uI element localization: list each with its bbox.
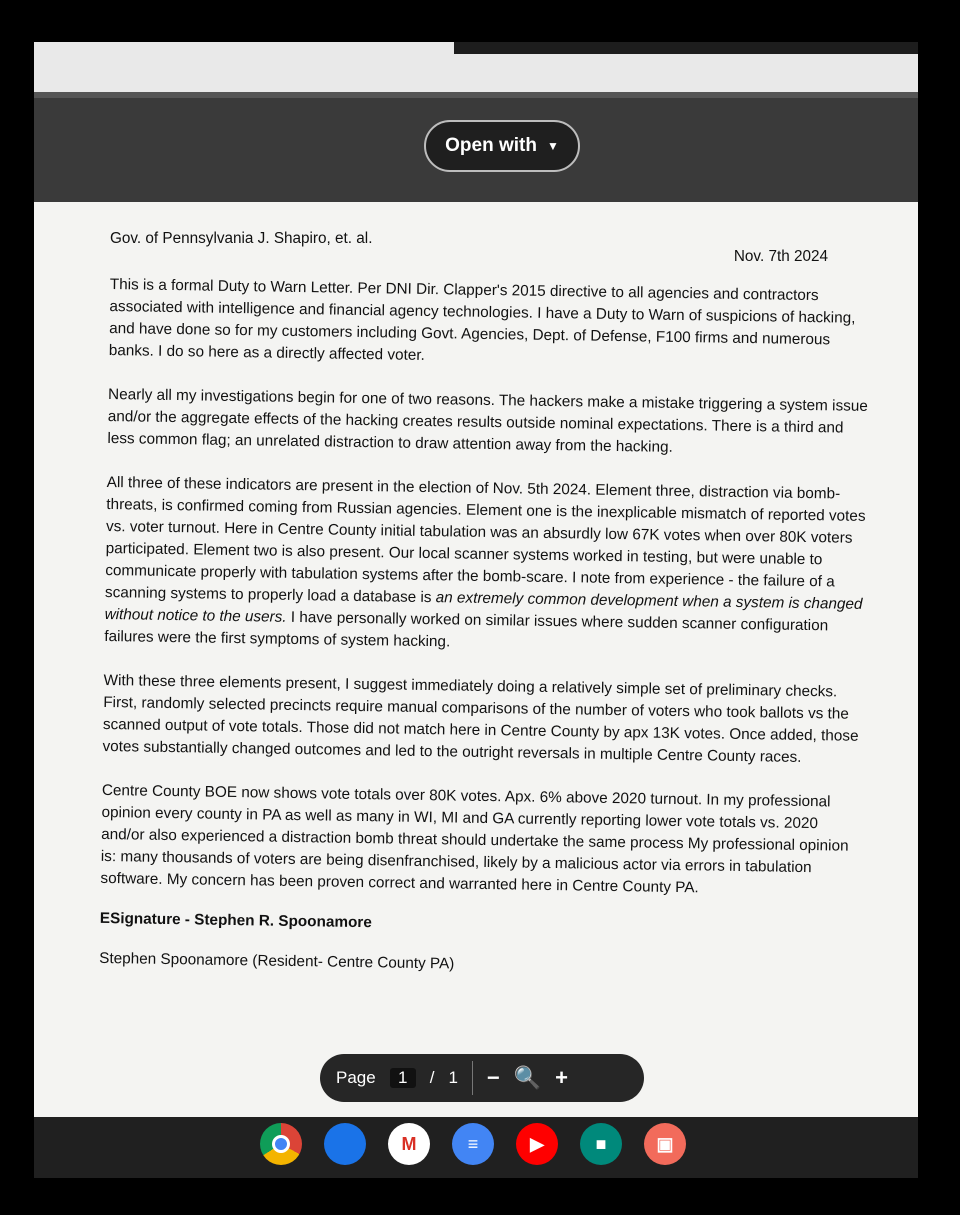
paragraph-1: This is a formal Duty to Warn Letter. Per DNI Dir. Clapper's 2015 directive to all agencies and contractors associated with intelligence and financial agency technologies. I have a Duty to Warn of suspicions of hacking, and have done so for my customers including Govt. Agencies, Dept. of Defense, F100 firms and numerous banks. I do so here as a directly affected voter. bbox=[108, 275, 856, 364]
zoom-out-button[interactable]: − bbox=[486, 1065, 500, 1090]
signed-name: Stephen Spoonamore (Resident- Centre County PA) bbox=[99, 949, 455, 973]
chromebook-screen bbox=[34, 42, 918, 1178]
files-icon[interactable] bbox=[324, 1123, 366, 1165]
meet-icon[interactable]: ■ bbox=[580, 1123, 622, 1165]
chrome-icon[interactable] bbox=[260, 1123, 302, 1165]
open-with-label: Open with bbox=[445, 135, 537, 156]
paragraph-3: All three of these indicators are present in the election of Nov. 5th 2024. Element three, distraction via bomb-threats, is confirmed coming from Russian agencies. Element one is the inexplicable mismatch of reported votes vs. voter turnout. Here in Centre County initial tabulation was an absurdly low 67K votes when over 80K voters participated. Element two is also present. Our local scanner systems worked in testing, but were unable to communicate properly with tabulation systems after the bomb-scare. I note from experience - the failure of a scanning systems to properly load a database is an extremely common development when a system is changed without notice to the users. I have personally worked on similar issues where sudden scanner configuration failures were the first symptoms of system hacking. bbox=[104, 473, 866, 651]
window-top-strip bbox=[34, 42, 918, 92]
current-page-input[interactable]: 1 bbox=[390, 1068, 416, 1088]
paragraph-5: Centre County BOE now shows vote totals over 80K votes. Apx. 6% above 2020 turnout. In my professional opinion every county in PA as well as many in WI, MI and GA currently reporting lower vote totals vs. 2020 and/or also experienced a distraction bomb threat should undertake the same process My professional opinion is: many thousands of voters are being disenfranchised, likely by a malicious actor via errors in tabulation software. My concern has been proven correct and warranted here in Centre County PA. bbox=[100, 781, 849, 897]
esignature: ESignature - Stephen R. Spoonamore bbox=[99, 909, 372, 932]
caret-down-icon: ▼ bbox=[546, 139, 559, 153]
youtube-icon[interactable]: ▶ bbox=[516, 1123, 558, 1165]
page-label: Page bbox=[336, 1068, 376, 1087]
app-dock bbox=[260, 1123, 686, 1165]
gmail-icon[interactable]: M bbox=[388, 1123, 430, 1165]
document-page bbox=[34, 202, 918, 1117]
total-pages: 1 bbox=[448, 1068, 458, 1087]
paragraph-4: With these three elements present, I suggest immediately doing a relatively simple set of preliminary checks. First, randomly selected precincts require manual comparisons of the number of voters who took ballots vs the scanned output of vote totals. Those did not match here in Centre County by apx 13K votes. Once added, those votes substantially changed outcomes and led to the outright reversals in multiple Centre County races. bbox=[102, 671, 859, 766]
letter-body bbox=[99, 274, 870, 982]
page-separator: / bbox=[429, 1068, 435, 1087]
paragraph-2: Nearly all my investigations begin for one of two reasons. The hackers make a mistake triggering a system issue and/or the aggregate effects of the hacking creates results outside nominal expectations. There is a third and less common flag; an unrelated distraction to draw attention away from the hacking. bbox=[107, 385, 868, 456]
zoom-icon[interactable]: 🔍 bbox=[513, 1065, 542, 1090]
viewer-toolbar bbox=[34, 92, 918, 204]
letter-header bbox=[110, 228, 858, 268]
docs-icon[interactable]: ≡ bbox=[452, 1123, 494, 1165]
zoom-in-button[interactable]: + bbox=[555, 1065, 569, 1090]
recipient: Gov. of Pennsylvania J. Shapiro, et. al. bbox=[110, 230, 373, 247]
letter-date: Nov. 7th 2024 bbox=[733, 248, 828, 265]
os-shelf bbox=[34, 1117, 918, 1178]
slides-icon[interactable]: ▣ bbox=[644, 1123, 686, 1165]
page-controls bbox=[320, 1054, 644, 1102]
open-with-button[interactable] bbox=[424, 120, 580, 172]
